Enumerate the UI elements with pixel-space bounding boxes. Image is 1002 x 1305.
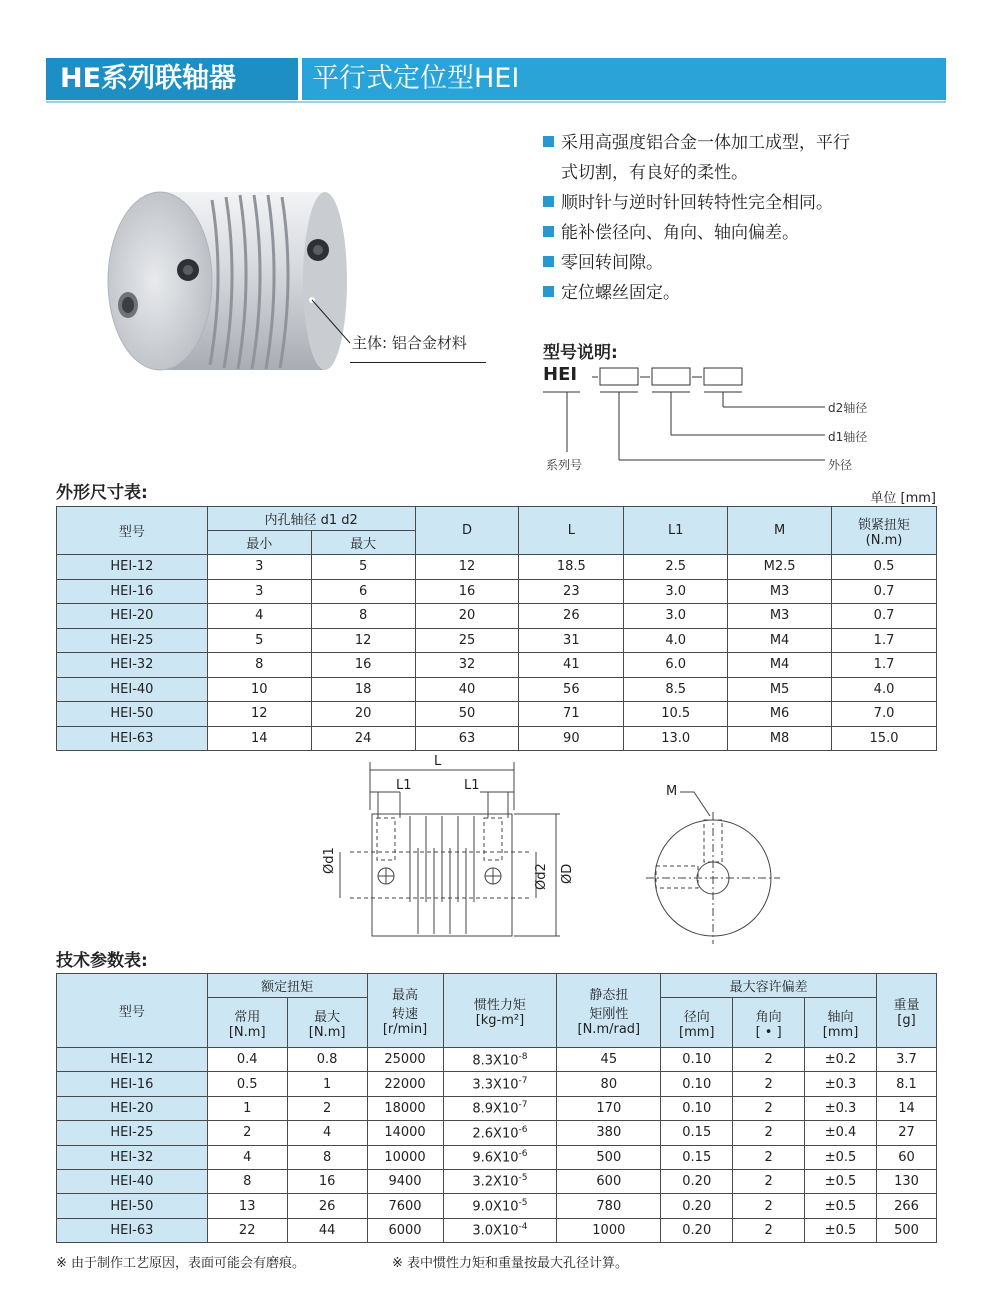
table-cell: 5 xyxy=(207,628,311,653)
table-cell: 2 xyxy=(733,1121,805,1145)
bullet-square-icon xyxy=(543,226,554,237)
table-cell: 2 xyxy=(733,1145,805,1169)
tech-table xyxy=(56,973,937,1243)
inertia-exponent: -6 xyxy=(518,1149,528,1160)
table-cell: HEI-20 xyxy=(57,604,208,629)
table-row xyxy=(57,1121,937,1145)
header-bore: 内孔轴径 d1 d2 xyxy=(207,507,415,531)
dim-label-L1-right: L1 xyxy=(464,778,480,793)
model-code-prefix: HEI xyxy=(543,364,578,385)
table-cell: HEI-50 xyxy=(57,702,208,727)
table-cell: 2 xyxy=(287,1096,367,1120)
table-cell: 14000 xyxy=(367,1121,443,1145)
table-cell: ±0.3 xyxy=(805,1072,877,1096)
table-cell: 90 xyxy=(519,726,624,751)
table-cell: M5 xyxy=(728,677,832,702)
dim-label-D: ØD xyxy=(560,863,575,884)
table-cell: HEI-63 xyxy=(57,726,208,751)
table-cell: 0.20 xyxy=(661,1194,733,1218)
table-cell: 32 xyxy=(415,653,519,678)
table-cell: 16 xyxy=(287,1169,367,1193)
dim-label-M: M xyxy=(666,784,678,799)
table-cell: 0.7 xyxy=(832,579,937,604)
table-cell: 15.0 xyxy=(832,726,937,751)
table-cell: M3 xyxy=(728,604,832,629)
table-cell: 25000 xyxy=(367,1048,443,1072)
table-cell: 0.10 xyxy=(661,1096,733,1120)
header-L: L xyxy=(519,507,624,555)
table-cell: 2 xyxy=(733,1169,805,1193)
table-cell: HEI-12 xyxy=(57,1048,208,1072)
table-cell: HEI-12 xyxy=(57,555,208,580)
table-cell: M2.5 xyxy=(728,555,832,580)
table-cell: 1000 xyxy=(557,1218,661,1242)
table-cell: 26 xyxy=(287,1194,367,1218)
table-cell xyxy=(443,1194,557,1218)
table-cell: ±0.5 xyxy=(805,1169,877,1193)
table-row xyxy=(57,555,937,580)
table-cell: 22 xyxy=(207,1218,287,1242)
table-cell: 12 xyxy=(415,555,519,580)
feature-item: 能补偿径向、角向、轴向偏差。 xyxy=(543,218,963,248)
table-cell: 0.10 xyxy=(661,1072,733,1096)
inertia-exponent: -5 xyxy=(518,1173,528,1184)
table-cell: 41 xyxy=(519,653,624,678)
table-cell: 4.0 xyxy=(832,677,937,702)
header-divider xyxy=(46,101,946,103)
inertia-base: 8.9X10 xyxy=(472,1101,519,1117)
callout-underline xyxy=(350,362,486,363)
table-cell: HEI-25 xyxy=(57,1121,208,1145)
inertia-exponent: -4 xyxy=(518,1222,528,1233)
table-cell: 56 xyxy=(519,677,624,702)
table-cell: 16 xyxy=(311,653,415,678)
inertia-base: 3.2X10 xyxy=(472,1174,519,1190)
header-M: M xyxy=(728,507,832,555)
table-row xyxy=(57,1072,937,1096)
dimension-table-title: 外形尺寸表: xyxy=(56,483,148,503)
header-model: 型号 xyxy=(57,507,208,555)
table-cell: 20 xyxy=(311,702,415,727)
table-cell: 4 xyxy=(207,604,311,629)
table-cell: 22000 xyxy=(367,1072,443,1096)
feature-item: 顺时针与逆时针回转特性完全相同。 xyxy=(543,188,963,218)
table-cell xyxy=(443,1145,557,1169)
table-row xyxy=(57,604,937,629)
header-D: D xyxy=(415,507,519,555)
table-cell: HEI-40 xyxy=(57,677,208,702)
table-cell: 5 xyxy=(311,555,415,580)
header-model: 型号 xyxy=(57,974,208,1048)
table-row xyxy=(57,726,937,751)
coupling-product-image xyxy=(100,180,360,390)
table-cell: ±0.5 xyxy=(805,1218,877,1242)
table-cell: 16 xyxy=(415,579,519,604)
table-cell: M6 xyxy=(728,702,832,727)
header-misalignment: 最大容许偏差 xyxy=(661,974,877,998)
table-cell: 2 xyxy=(733,1048,805,1072)
table-cell: ±0.5 xyxy=(805,1194,877,1218)
bullet-square-icon xyxy=(543,256,554,267)
header-inertia: 惯性力矩 [kg-m²] xyxy=(443,974,557,1048)
table-row xyxy=(57,1048,937,1072)
table-cell: 2 xyxy=(733,1072,805,1096)
footnote-calculation: ※ 表中惯性力矩和重量按最大孔径计算。 xyxy=(392,1256,629,1271)
table-row xyxy=(57,677,937,702)
table-cell: 0.20 xyxy=(661,1169,733,1193)
dim-label-L1-left: L1 xyxy=(396,778,412,793)
dim-label-d2: Ød2 xyxy=(534,863,549,890)
dim-label-d1: Ød1 xyxy=(322,847,337,874)
table-cell: 2 xyxy=(733,1096,805,1120)
header-static-stiffness: 静态扭 矩刚性 [N.m/rad] xyxy=(557,974,661,1048)
table-cell: HEI-50 xyxy=(57,1194,208,1218)
table-cell xyxy=(443,1096,557,1120)
table-cell: HEI-16 xyxy=(57,1072,208,1096)
header-normal: 常用 [N.m] xyxy=(207,998,287,1048)
table-cell: HEI-40 xyxy=(57,1169,208,1193)
inertia-base: 3.3X10 xyxy=(472,1077,519,1093)
model-title: 平行式定位型HEI xyxy=(302,58,946,100)
table-cell: 24 xyxy=(311,726,415,751)
table-cell: 0.15 xyxy=(661,1145,733,1169)
material-callout: 主体: 铝合金材料 xyxy=(352,334,467,352)
table-cell: ±0.4 xyxy=(805,1121,877,1145)
table-cell: 13 xyxy=(207,1194,287,1218)
inertia-base: 8.3X10 xyxy=(472,1052,519,1068)
inertia-exponent: -5 xyxy=(518,1197,528,1208)
table-cell: 3.0 xyxy=(624,604,728,629)
table-cell: 31 xyxy=(519,628,624,653)
table-cell: 12 xyxy=(207,702,311,727)
table-row xyxy=(57,1194,937,1218)
table-cell: 0.15 xyxy=(661,1121,733,1145)
table-cell: HEI-20 xyxy=(57,1096,208,1120)
header-max-speed: 最高 转速 [r/min] xyxy=(367,974,443,1048)
table-cell: 40 xyxy=(415,677,519,702)
table-cell xyxy=(443,1121,557,1145)
table-cell: 1 xyxy=(207,1096,287,1120)
table-cell: 1.7 xyxy=(832,653,937,678)
table-cell: 80 xyxy=(557,1072,661,1096)
header-max: 最大 xyxy=(311,531,415,555)
table-cell: 6.0 xyxy=(624,653,728,678)
table-cell: 18000 xyxy=(367,1096,443,1120)
model-code-title: 型号说明: xyxy=(543,343,618,363)
header-maximum: 最大 [N.m] xyxy=(287,998,367,1048)
table-cell: 18.5 xyxy=(519,555,624,580)
table-cell: 50 xyxy=(415,702,519,727)
table-row xyxy=(57,1169,937,1193)
table-cell: 63 xyxy=(415,726,519,751)
table-cell: 2 xyxy=(207,1121,287,1145)
header-radial: 径向 [mm] xyxy=(661,998,733,1048)
table-cell: 9400 xyxy=(367,1169,443,1193)
table-cell: 380 xyxy=(557,1121,661,1145)
table-cell: 0.20 xyxy=(661,1218,733,1242)
table-cell: 12 xyxy=(311,628,415,653)
table-cell: 3.7 xyxy=(877,1048,937,1072)
table-cell: 500 xyxy=(877,1218,937,1242)
table-cell: 20 xyxy=(415,604,519,629)
code-label-outer: 外径 xyxy=(828,458,853,472)
table-cell: 26 xyxy=(519,604,624,629)
table-cell: 8 xyxy=(311,604,415,629)
table-cell: 4.0 xyxy=(624,628,728,653)
table-cell: 7.0 xyxy=(832,702,937,727)
table-row xyxy=(57,579,937,604)
table-cell xyxy=(443,1169,557,1193)
table-cell: 0.8 xyxy=(287,1048,367,1072)
inertia-base: 9.6X10 xyxy=(472,1150,519,1166)
table-cell: 0.5 xyxy=(207,1072,287,1096)
table-cell: 3.0 xyxy=(624,579,728,604)
table-cell: 8.5 xyxy=(624,677,728,702)
table-cell: HEI-16 xyxy=(57,579,208,604)
table-cell: 60 xyxy=(877,1145,937,1169)
table-row xyxy=(57,1096,937,1120)
table-cell xyxy=(443,1218,557,1242)
feature-item: 采用高强度铝合金一体加工成型，平行 式切割，有良好的柔性。 xyxy=(543,128,963,188)
table-cell: 8 xyxy=(207,1169,287,1193)
code-label-d1: d1轴径 xyxy=(828,430,868,444)
header-min: 最小 xyxy=(207,531,311,555)
table-cell: 25 xyxy=(415,628,519,653)
table-cell: 18 xyxy=(311,677,415,702)
table-cell: 3 xyxy=(207,555,311,580)
table-cell: 71 xyxy=(519,702,624,727)
header-lock-torque: 锁紧扭矩 (N.m) xyxy=(832,507,937,555)
table-cell: 23 xyxy=(519,579,624,604)
bullet-square-icon xyxy=(543,196,554,207)
table-cell: 0.7 xyxy=(832,604,937,629)
table-row xyxy=(57,1145,937,1169)
table-cell: ±0.3 xyxy=(805,1096,877,1120)
table-cell: 10000 xyxy=(367,1145,443,1169)
table-cell: M3 xyxy=(728,579,832,604)
table-cell: 0.4 xyxy=(207,1048,287,1072)
table-cell: 1 xyxy=(287,1072,367,1096)
table-cell: 600 xyxy=(557,1169,661,1193)
header-angular: 角向 [ • ] xyxy=(733,998,805,1048)
feature-item: 零回转间隙。 xyxy=(543,248,963,278)
table-cell: 130 xyxy=(877,1169,937,1193)
table-cell: HEI-25 xyxy=(57,628,208,653)
inertia-base: 9.0X10 xyxy=(472,1199,519,1215)
table-cell: 6000 xyxy=(367,1218,443,1242)
table-cell: 8 xyxy=(207,653,311,678)
table-cell: 2 xyxy=(733,1194,805,1218)
code-label-d2: d2轴径 xyxy=(828,401,868,415)
table-cell: 44 xyxy=(287,1218,367,1242)
table-cell: 27 xyxy=(877,1121,937,1145)
table-cell: 14 xyxy=(877,1096,937,1120)
table-cell: 3 xyxy=(207,579,311,604)
table-cell: 13.0 xyxy=(624,726,728,751)
table-cell: 4 xyxy=(207,1145,287,1169)
table-cell: 2 xyxy=(733,1218,805,1242)
inertia-base: 3.0X10 xyxy=(472,1223,519,1239)
table-row xyxy=(57,1218,937,1242)
table-cell: 1.7 xyxy=(832,628,937,653)
technical-drawing xyxy=(320,752,800,952)
tech-table-title: 技术参数表: xyxy=(56,951,148,971)
footnote-surface: ※ 由于制作工艺原因，表面可能会有磨痕。 xyxy=(56,1256,306,1271)
table-cell xyxy=(443,1048,557,1072)
table-cell: 8 xyxy=(287,1145,367,1169)
header-rated-torque: 额定扭矩 xyxy=(207,974,367,998)
table-cell: 2.5 xyxy=(624,555,728,580)
bullet-square-icon xyxy=(543,136,554,147)
table-row xyxy=(57,653,937,678)
inertia-exponent: -8 xyxy=(518,1051,528,1062)
unit-label: 单位 [mm] xyxy=(870,491,936,506)
table-cell: HEI-32 xyxy=(57,653,208,678)
table-row xyxy=(57,628,937,653)
table-cell: 10.5 xyxy=(624,702,728,727)
dim-label-L: L xyxy=(434,754,442,769)
table-cell: M4 xyxy=(728,628,832,653)
table-cell: 0.5 xyxy=(832,555,937,580)
inertia-exponent: -7 xyxy=(518,1075,528,1086)
table-cell: 8.1 xyxy=(877,1072,937,1096)
inertia-base: 2.6X10 xyxy=(472,1126,519,1142)
table-cell: 6 xyxy=(311,579,415,604)
inertia-exponent: -7 xyxy=(518,1100,528,1111)
bullet-square-icon xyxy=(543,286,554,297)
table-cell: M4 xyxy=(728,653,832,678)
inertia-exponent: -6 xyxy=(518,1124,528,1135)
table-cell: 500 xyxy=(557,1145,661,1169)
table-cell: 14 xyxy=(207,726,311,751)
table-cell: 45 xyxy=(557,1048,661,1072)
table-cell: 266 xyxy=(877,1194,937,1218)
table-cell: 4 xyxy=(287,1121,367,1145)
table-cell: 170 xyxy=(557,1096,661,1120)
table-cell: ±0.2 xyxy=(805,1048,877,1072)
table-cell: 7600 xyxy=(367,1194,443,1218)
table-cell: 780 xyxy=(557,1194,661,1218)
table-row xyxy=(57,702,937,727)
feature-item: 定位螺丝固定。 xyxy=(543,278,963,308)
table-cell: HEI-63 xyxy=(57,1218,208,1242)
table-cell: 10 xyxy=(207,677,311,702)
table-cell: M8 xyxy=(728,726,832,751)
table-cell xyxy=(443,1072,557,1096)
dimension-table xyxy=(56,506,937,751)
table-cell: ±0.5 xyxy=(805,1145,877,1169)
table-cell: HEI-32 xyxy=(57,1145,208,1169)
series-title: HE系列联轴器 xyxy=(46,58,298,100)
header-weight: 重量 [g] xyxy=(877,974,937,1048)
header-axial: 轴向 [mm] xyxy=(805,998,877,1048)
code-label-series: 系列号 xyxy=(546,458,583,472)
table-cell: 0.10 xyxy=(661,1048,733,1072)
header-L1: L1 xyxy=(624,507,728,555)
